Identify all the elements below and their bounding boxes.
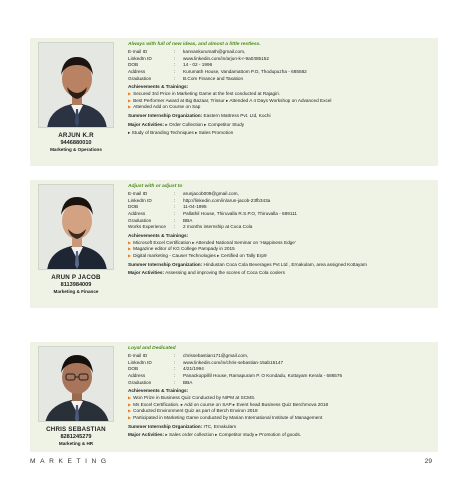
profile-card-2 — [30, 180, 438, 308]
achievement-item: ▶ Ms Excel Certification. ▸ Add on course on SAP ▸ Event head Business Quiz Berchmova 2018 — [128, 401, 329, 407]
field-linkedin: LinkedIn ID : www.linkedin.com/in/chris-sebastian-15ab15147 — [128, 359, 284, 365]
bullet-arrow-icon: ▶ — [128, 408, 132, 414]
major-activities-cont: ▸ Study of Branding Techniques ▸ Sales Promotion — [128, 130, 234, 136]
profile-tagline: Loyal and Dedicated — [128, 346, 176, 351]
major-activities: Major Activities: Assessing and improving the scores of Coca Cola coolers — [128, 270, 285, 276]
internship-org: Summer Internship Organization: Eastern Mattress Pvt. Ltd, Kochi — [128, 113, 271, 118]
internship-org: Summer Internship Organization: Hindustan Coca Cola Beverages Pvt Ltd , Ernakulam, area assigned Kottayam — [128, 261, 367, 267]
profile-specialization: Marketing & Operations — [50, 147, 102, 152]
achievement-item: ▶ Magazine editor of KG College Pampady in 2015 — [128, 246, 235, 252]
bullet-arrow-icon: ▶ — [128, 239, 132, 245]
achievements-heading: Achievements & Trainings: — [128, 84, 189, 90]
achievement-item: ▶ Conducted Environment Quiz as part of Berch Environ 2018 — [128, 408, 258, 414]
profile-info — [128, 42, 432, 137]
achievement-item: ▶ Attended Add on Course on Sap — [128, 104, 201, 110]
internship-org: Summer Internship Organization: ITC, Ernakulam — [128, 423, 237, 429]
profile-specialization: Marketing & Finance — [53, 289, 99, 294]
profile-card-1 — [30, 38, 438, 166]
bullet-arrow-icon: ▶ — [128, 104, 132, 110]
achievement-item: ▶ Secured 3rd Price in Marketing Game at the fest conducted at Rajagiri. — [128, 90, 281, 96]
field-email: E-mail ID : arunjacob009@gmail.com, — [128, 190, 239, 196]
achievement-item: ▶ Microsoft Excel Certification ▸ Attended National Seminar on ‘Happiness Edge’ — [128, 239, 296, 245]
bullet-arrow-icon: ▶ — [128, 401, 132, 407]
profile-photo — [38, 42, 114, 128]
profile-tagline: Adjust with or adjust to — [128, 184, 183, 189]
profile-name: ARJUN K.R — [58, 132, 94, 139]
achievement-item: ▶ Digital marketing - Causer Technologies ▸ Certified on Tally Erp9 — [128, 253, 267, 258]
profile-photo-column — [38, 184, 114, 294]
major-activities: Major Activities: ▸ Sales order collection ▸ Competitor study ▸ Promotion of goods. — [128, 432, 302, 438]
profile-photo-column — [38, 346, 114, 446]
profile-phone: 8113984009 — [60, 282, 92, 288]
field-address: Address : Pallathil House, Thiruvalla R.S.P.O, Thiruvalla - 689111 — [128, 210, 297, 216]
bullet-arrow-icon: ▶ — [128, 90, 132, 96]
achievements-heading: Achievements & Trainings: — [128, 232, 189, 238]
field-graduation: Graduation : BBA — [128, 379, 193, 385]
footer-section-title: MARKETING — [30, 458, 111, 465]
achievement-item: ▶ Won Prize in Business Quiz Conducted by NIPM at SCMS. — [128, 394, 256, 400]
achievement-item: ▶ Best Performer Award at Big Bazaar, Trissur ▸ Attended A 4 Days Workshop on Advanced Excel — [128, 97, 332, 103]
field-graduation: Graduation : BBA — [128, 217, 193, 223]
bullet-arrow-icon: ▶ — [128, 253, 132, 258]
profile-info — [128, 346, 432, 439]
field-dob: DOB : 14 - 02 - 1996 — [128, 62, 213, 68]
field-email: E-mail ID : chrissebastian171@gmail.com, — [128, 352, 249, 358]
bullet-arrow-icon: ▶ — [128, 246, 132, 252]
profile-name: CHRIS SEBASTIAN — [46, 426, 106, 433]
major-activities: Major Activities: ▸ Order Collection ▸ Competitor Study — [128, 121, 245, 127]
profile-photo — [38, 346, 114, 422]
field-address: Address : Panackoppillil House, Ramapuram P. O Kondadu, Kottayam Kerala - 686576 — [128, 372, 343, 378]
profile-photo — [38, 184, 114, 270]
achievement-item: ▶ Participated in Marketing Game conducted by Marian International Institute of Management — [128, 415, 323, 420]
profile-specialization: Marketing & HR — [58, 441, 94, 446]
field-dob: DOB : 4/21/1994 — [128, 366, 204, 372]
field-work-experience: Works Experience : 2 months internship at Coca Cola — [128, 224, 253, 230]
field-dob: DOB : 11-04-1995 — [128, 204, 207, 210]
bullet-arrow-icon: ▶ — [128, 394, 132, 400]
profile-phone: 9446880010 — [60, 140, 92, 146]
profile-info — [128, 184, 432, 277]
profile-name: ARUN P JACOB — [51, 274, 101, 281]
field-graduation: Graduation : B.Com Finance and Taxation — [128, 75, 244, 81]
page-number: 29 — [424, 458, 432, 465]
field-linkedin: LinkedIn ID : www.linkedin.com/in/arjun-k-r-9a0385152 — [128, 55, 269, 61]
field-linkedin: LinkedIn ID : http://linkedin.com/in/arun-jacob-23fb343a — [128, 197, 271, 203]
profile-photo-column — [38, 42, 114, 152]
field-email: E-mail ID : kannankurumath@gmail.com, — [128, 48, 246, 54]
profile-card-3 — [30, 342, 438, 452]
achievements-heading: Achievements & Trainings: — [128, 388, 189, 394]
bullet-arrow-icon: ▶ — [128, 415, 132, 420]
field-address: Address : Kurumath House, Vandamattom P.O, Thodupuzha - 685582 — [128, 68, 307, 74]
profile-tagline: Always with full of new ideas, and almost a little restless. — [128, 42, 261, 47]
bullet-arrow-icon: ▶ — [128, 97, 132, 103]
profile-phone: 8281245279 — [60, 434, 92, 440]
